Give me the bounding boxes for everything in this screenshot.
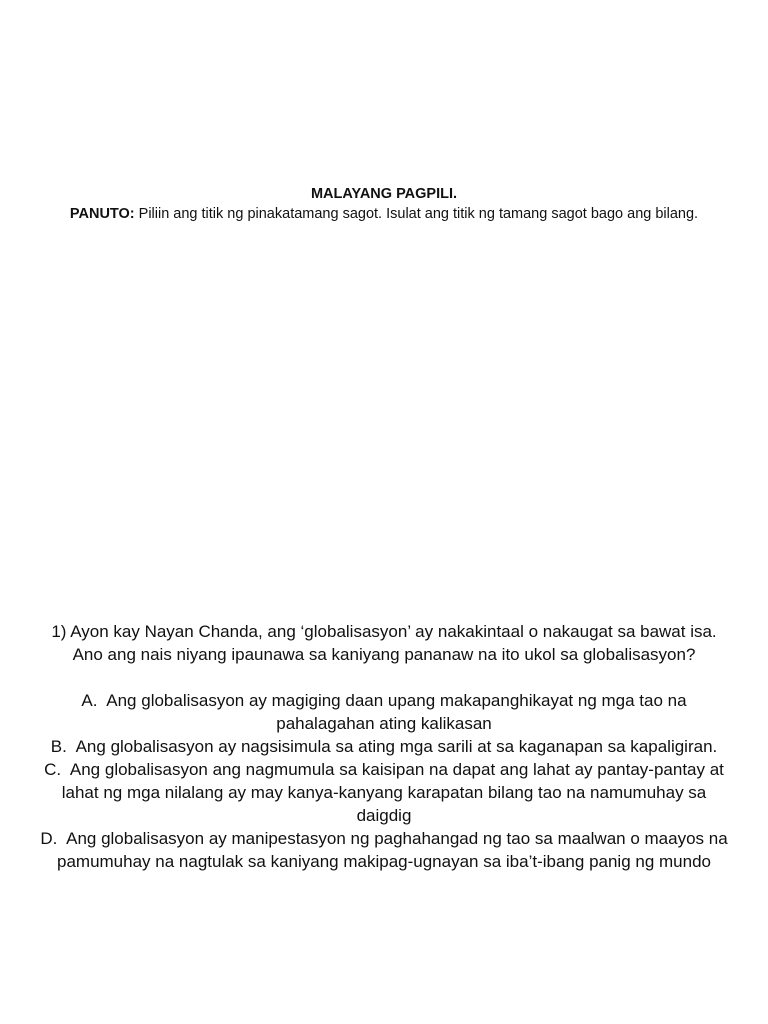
choice-text: Ang globalisasyon ang nagmumula sa kaisipan na dapat ang lahat ay pantay-pantay at lahat ng mga nilalang ay may kanya-kanyang karapatan bilang tao na namumuhay sa daigdig — [61, 760, 724, 825]
choice-b — [40, 735, 728, 758]
instruction-label: PANUTO: — [69, 206, 135, 222]
choice-text: Ang globalisasyon ay manipestasyon ng paghahangad ng tao sa maalwan o maayos na pamumuhay na nagtulak sa kaniyang makipag-ugnayan sa iba’t-ibang panig ng mundo — [57, 829, 728, 871]
choice-c — [40, 758, 728, 827]
choice-letter: B. — [50, 737, 67, 756]
question-number: 1) — [51, 622, 67, 641]
header-block — [60, 184, 708, 224]
section-title: MALAYANG PAGPILI. — [310, 186, 458, 202]
choice-text: Ang globalisasyon ay nagsisimula sa ating mga sarili at sa kaganapan sa kapaligiran. — [75, 737, 718, 756]
instructions — [60, 204, 708, 224]
instruction-text: Piliin ang titik ng pinakatamang sagot. Isulat ang titik ng tamang sagot bago ang bilang. — [134, 206, 699, 222]
question-text: Ayon kay Nayan Chanda, ang ‘globalisasyon’ ay nakakintaal o nakaugat sa bawat isa. Ano ang nais niyang ipaunawa sa kaniyang pananaw na ito ukol sa globalisasyon? — [70, 622, 717, 664]
choice-a — [40, 689, 728, 735]
choice-text: Ang globalisasyon ay magiging daan upang makapanghikayat ng mga tao na pahalagahan ating kalikasan — [106, 691, 687, 733]
choice-letter: A. — [81, 691, 98, 710]
choice-d — [40, 827, 728, 873]
choice-letter: C. — [44, 760, 62, 779]
question-stem — [40, 620, 728, 666]
choice-letter: D. — [40, 829, 58, 848]
question-1 — [40, 620, 728, 873]
